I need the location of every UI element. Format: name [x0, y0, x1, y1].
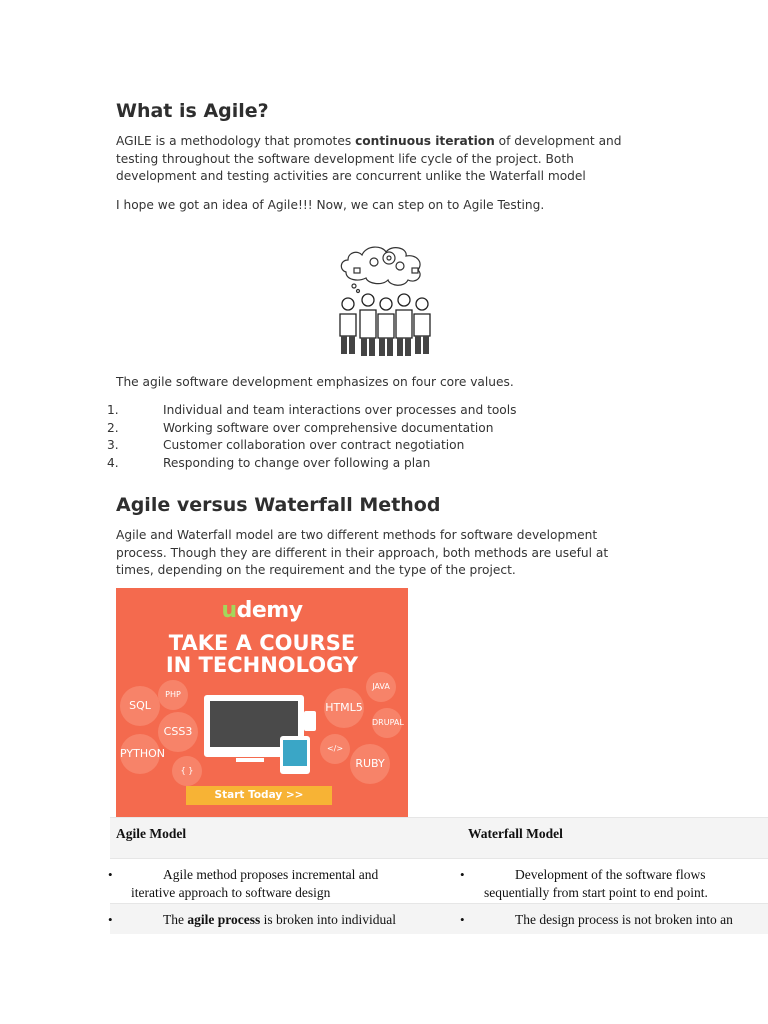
intro-text-end: of development and testing throughout the software development life cycle of the project. Both development and testing activities are concurrent unlike the Waterfall model — [116, 134, 622, 183]
php-tag: PHP — [158, 680, 188, 710]
list-text: Customer collaboration over contract negotiation — [163, 438, 465, 453]
section-title-agile-vs-waterfall: Agile versus Waterfall Method — [116, 494, 441, 516]
agile-cell-line-1: Agile method proposes incremental and — [163, 867, 379, 882]
logo-u: u — [221, 598, 237, 623]
udemy-logo — [116, 598, 408, 623]
team-thinking-illustration — [334, 240, 434, 360]
section-title-what-is-agile: What is Agile? — [116, 100, 269, 122]
agile-cell — [163, 911, 396, 929]
braces-tag: { } — [172, 756, 202, 786]
list-item — [0, 420, 600, 438]
agile-cell-prefix: The — [163, 912, 188, 927]
start-today-button[interactable]: Start Today >> — [186, 786, 332, 805]
waterfall-cell: The design process is not broken into an — [515, 912, 733, 927]
drupal-tag: DRUPAL — [372, 708, 402, 738]
core-values-list — [0, 402, 600, 472]
list-text: Working software over comprehensive documentation — [163, 420, 494, 435]
headline-line-2: IN TECHNOLOGY — [165, 653, 359, 677]
code-tag: </> — [320, 734, 350, 764]
headline-line-1: TAKE A COURSE — [168, 631, 356, 655]
ruby-tag: RUBY — [350, 744, 390, 784]
list-text: Individual and team interactions over processes and tools — [163, 403, 517, 417]
agile-cell-line-2: iterative approach to software design — [131, 885, 331, 900]
list-text: Responding to change over following a plan — [163, 455, 431, 470]
css3-tag: CSS3 — [158, 712, 198, 752]
header-agile-model: Agile Model — [116, 826, 187, 841]
bullet: • — [460, 867, 465, 882]
logo-rest: demy — [236, 598, 303, 623]
bullet: • — [460, 912, 465, 927]
bullet: • — [108, 867, 113, 882]
ad-headline — [116, 632, 408, 676]
udemy-ad-banner[interactable] — [116, 588, 408, 817]
comparison-table — [110, 817, 768, 933]
table-header-row — [110, 817, 768, 859]
agile-testing-line: I hope we got an idea of Agile!!! Now, we can step on to Agile Testing. — [116, 198, 545, 212]
sql-tag: SQL — [120, 686, 160, 726]
waterfall-cell-line-1: Development of the software flows — [515, 867, 706, 882]
html5-tag: HTML5 — [324, 688, 364, 728]
phone-graphic — [304, 711, 316, 731]
intro-text-start: AGILE is a methodology that promotes — [116, 134, 356, 148]
bullet: • — [108, 912, 113, 927]
list-item — [0, 455, 600, 473]
agile-cell-bold: agile process — [187, 912, 261, 927]
table-row — [110, 903, 768, 934]
list-number: 4. — [107, 455, 119, 470]
tablet-graphic — [280, 736, 310, 774]
list-item — [0, 437, 600, 455]
waterfall-cell-line-2: sequentially from start point to end point. — [484, 885, 708, 900]
list-item — [0, 402, 600, 420]
intro-bold-text: continuous iteration — [355, 134, 495, 148]
list-number: 3. — [107, 438, 119, 453]
python-tag: PYTHON — [120, 734, 160, 774]
table-row — [110, 858, 768, 903]
agile-vs-waterfall-paragraph: Agile and Waterfall model are two different methods for software development process. Though they are different in their approach, both methods are useful at times, depending on the requirement and the type of the project. — [116, 528, 609, 577]
list-number: 1. — [107, 403, 119, 417]
monitor-stand-graphic — [236, 758, 264, 762]
agile-intro-paragraph — [116, 133, 646, 186]
header-waterfall-model: Waterfall Model — [468, 826, 563, 841]
list-number: 2. — [107, 420, 119, 435]
core-values-intro: The agile software development emphasizes on four core values. — [116, 375, 514, 389]
java-tag: JAVA — [366, 672, 396, 702]
agile-cell-suffix: is broken into individual — [260, 912, 396, 927]
